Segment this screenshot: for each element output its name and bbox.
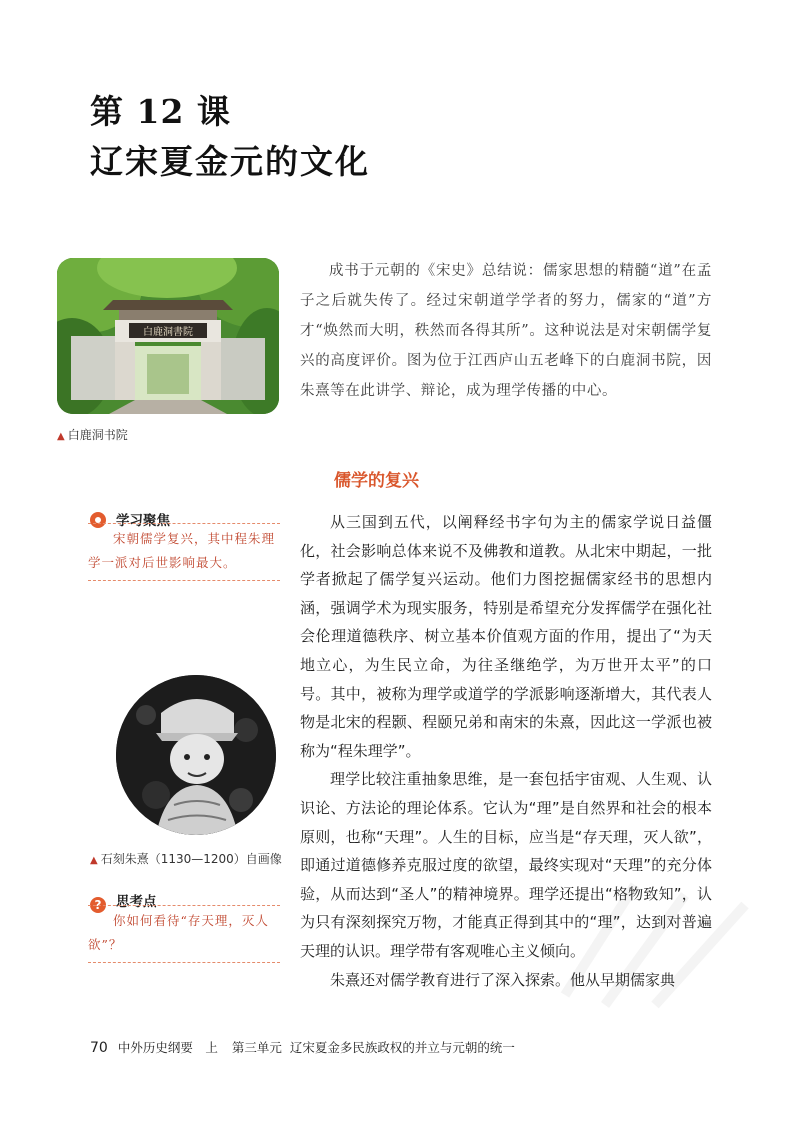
unit-title: 辽宋夏金多民族政权的并立与元朝的统一 [289,1040,515,1055]
triangle-marker-icon: ▲ [90,855,98,866]
zhuxi-portrait [116,675,276,835]
unit-number: 第三单元 [231,1040,282,1055]
body-paragraph-3: 朱熹还对儒学教育进行了深入探索。他从早期儒家典 [330,970,676,989]
page-number: 70 [90,1040,108,1056]
book-title: 中外历史纲要 上 [117,1040,218,1055]
triangle-marker-icon: ▲ [57,431,65,442]
focus-top-divider [88,523,280,524]
intro-paragraph: 成书于元朝的《宋史》总结说：儒家思想的精髓“道”在孟子之后就失传了。经过宋朝道学学者的努力，儒家的“道”方才“焕然而大明，秩然而各得其所”。这种说法是对宋朝儒学复兴的高度评价。图为位于江西庐山五老峰下的白鹿洞书院，因朱熹等在此讲学、辩论，成为理学传播的中心。 [300,263,712,399]
main-text [300,508,712,994]
think-text: 你如何看待“存天理，灭人欲”？ [88,913,269,952]
think-title-text: 思考点 [116,894,157,910]
focus-text: 宋朝儒学复兴，其中程朱理学一派对后世影响最大。 [88,531,276,570]
body-paragraph-2: 理学比较注重抽象思维，是一套包括宇宙观、人生观、认识论、方法论的理论体系。它认为“理”是自然界和社会的根本原则，也称“天理”。人生的目标，应当是“存天理，灭人欲”，即通过道德修养克服过度的欲望，最终实现对“天理”的充分体验，从而达到“圣人”的精神境界。理学还提出“格物致知”，认为只有深刻探究万物，才能真正得到其中的“理”，达到对普遍天理的认识。理学带有客观唯心主义倾向。 [300,770,712,960]
focus-title-text: 学习聚焦 [116,513,170,529]
plaque-text: 白鹿洞書院 [143,327,193,338]
lesson-number: 第 12 课 [90,92,231,131]
body-paragraph-1: 从三国到五代，以阐释经书字句为主的儒家学说日益僵化，社会影响总体来说不及佛教和道教。从北宋中期起，一批学者掀起了儒学复兴运动。他们力图挖掘儒家经书的思想内涵，强调学术为现实服务，特别是希望充分发挥儒学在强化社会伦理道德秩序、树立基本价值观方面的作用，提出了“为天地立心，为生民立命，为往圣继绝学，为万世开太平”的口号。其中，被称为理学或道学的学派影响逐渐增大，其代表人物是北宋的程颢、程颐兄弟和南宋的朱熹，因此这一学派也被称为“程朱理学”。 [300,513,712,760]
portrait-caption-text: 石刻朱熹（1130—1200）自画像 [100,852,282,866]
portrait-caption [90,850,282,867]
focus-title [90,509,170,529]
think-top-divider [88,905,280,906]
think-bottom-divider [88,962,280,963]
lesson-title: 辽宋夏金元的文化 [90,142,370,181]
academy-caption-text: 白鹿洞书院 [67,428,128,442]
section-heading: 儒学的复兴 [334,471,419,491]
focus-bottom-divider [88,580,280,581]
academy-photo [57,258,279,414]
focus-target-icon [90,512,106,528]
question-mark-icon: ? [90,897,106,913]
page-footer [90,1038,515,1056]
academy-caption [57,426,128,443]
